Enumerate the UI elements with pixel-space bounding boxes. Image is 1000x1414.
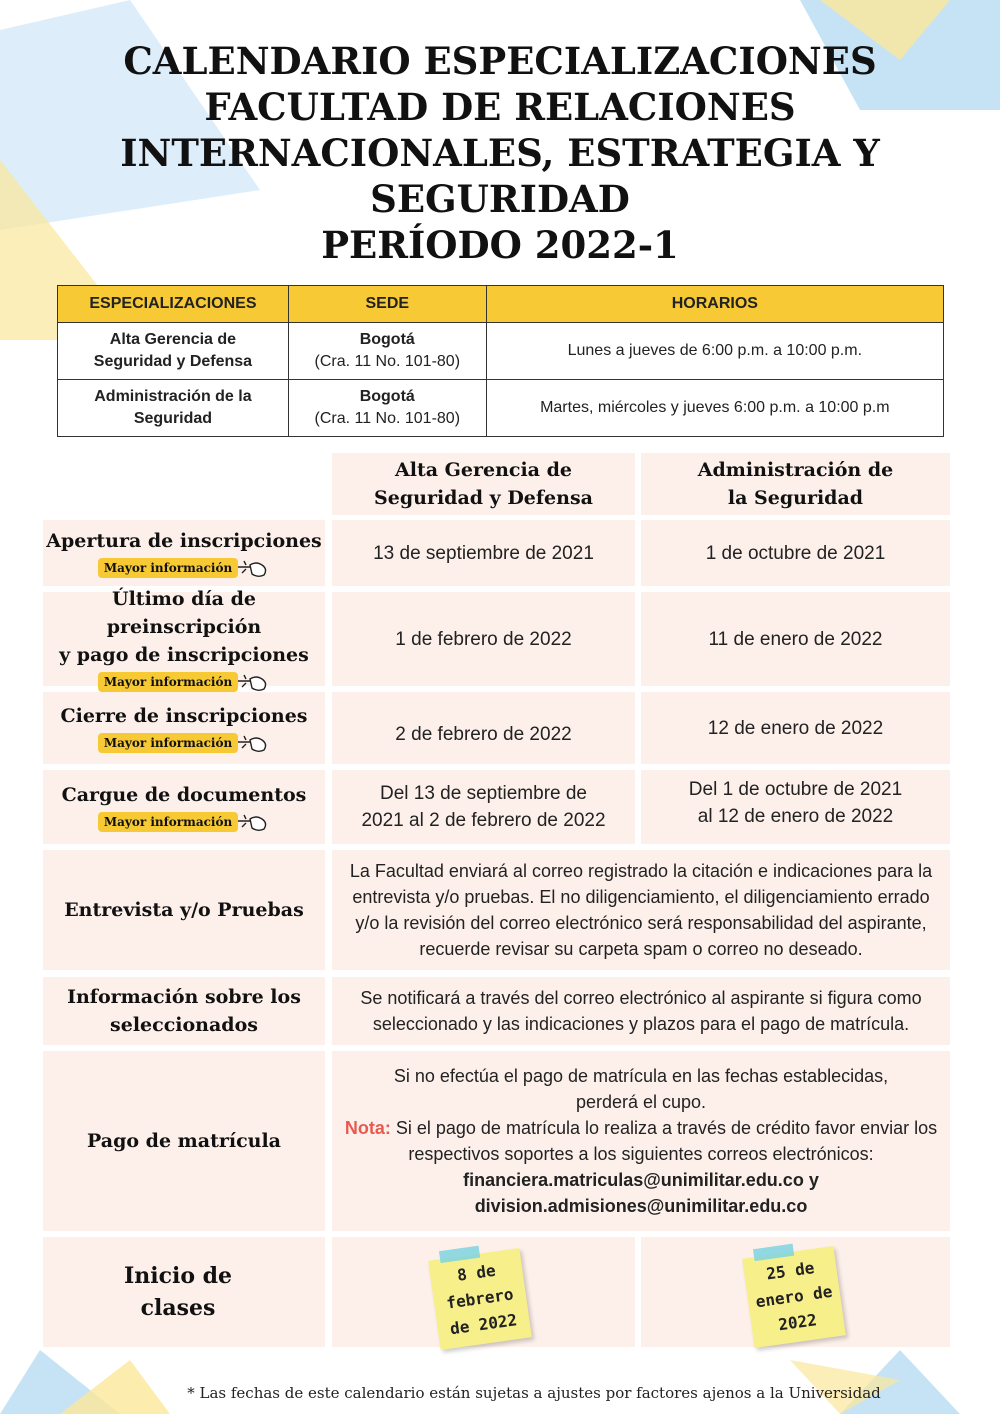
schedule-cell: Martes, miércoles y jueves 6:00 p.m. a 10:00 p.m [486, 380, 943, 437]
row-label-apertura [43, 520, 325, 586]
hand-pointer-icon [236, 557, 270, 579]
header-sede: SEDE [288, 286, 486, 323]
nota-text: Si el pago de matrícula lo realiza a través de crédito favor enviar los respectivos soportes a los siguientes correos electrónicos: [390, 1118, 938, 1164]
row-label-pago [43, 1051, 325, 1231]
schedule-cell: Lunes a jueves de 6:00 p.m. a 10:00 p.m. [486, 323, 943, 380]
note-text: 2022 [777, 1310, 818, 1335]
header-text: la Seguridad [727, 487, 864, 509]
sticky-note-inicio-col1 [428, 1248, 532, 1350]
calendar-header-col1 [332, 453, 635, 515]
sede-address: (Cra. 11 No. 101-80) [314, 410, 461, 427]
header-text: Seguridad y Defensa [374, 487, 593, 509]
seleccionados-text: Se notificará a través del correo electrónico al aspirante si figura como seleccionado y las indicaciones y plazos para el pago de matrícula. [332, 977, 950, 1045]
row-label-entrevista [43, 850, 325, 970]
entrevista-text: La Facultad enviará al correo registrado la citación e indicaciones para la entrevista y/o pruebas. El no diligenciamiento, el diligenciamiento errado y/o la revisión del correo electrónico será responsabilidad del aspirante, recuerde revisar su carpeta spam o correo no deseado. [332, 850, 950, 970]
program-cell [58, 323, 289, 380]
row-label-seleccionados [43, 977, 325, 1045]
more-info-label: Mayor información [98, 672, 238, 692]
page-title [0, 38, 1000, 268]
hand-pointer-icon [236, 811, 270, 833]
programs-table-header [58, 286, 944, 323]
cargue-col1 [332, 770, 635, 844]
hand-pointer-icon [236, 671, 270, 693]
program-name: Seguridad [133, 410, 213, 427]
more-info-button[interactable] [98, 671, 270, 693]
note-text: 8 de [455, 1260, 497, 1285]
cargue-col2 [641, 770, 950, 844]
ultimo-col2: 11 de enero de 2022 [641, 592, 950, 686]
program-cell [58, 380, 289, 437]
more-info-button[interactable] [98, 557, 270, 579]
note-text: 25 de [765, 1257, 816, 1284]
title-period: PERÍODO 2022-1 [321, 223, 679, 267]
email-financiera: financiera.matriculas@unimilitar.edu.co y [463, 1170, 819, 1190]
label-text: clases [140, 1295, 216, 1321]
cierre-col2: 12 de enero de 2022 [641, 692, 950, 764]
ultimo-col1: 1 de febrero de 2022 [332, 592, 635, 686]
sede-name: Bogotá [359, 388, 415, 405]
note-text: de 2022 [448, 1310, 519, 1339]
sede-name: Bogotá [359, 331, 415, 348]
label-text: Inicio de [123, 1263, 233, 1289]
footer-disclaimer: * Las fechas de este calendario están sujetas a ajustes por factores ajenos a la Universidad [187, 1384, 881, 1402]
label-text: Apertura de inscripciones [46, 530, 322, 552]
program-name: Administración de la [94, 388, 252, 405]
row-label-ultimo-dia [43, 588, 325, 689]
email-admisiones: division.admisiones@unimilitar.edu.co [474, 1196, 808, 1216]
header-text: Alta Gerencia de [395, 459, 572, 481]
row-label-cargue [43, 770, 325, 844]
label-text: Cierre de inscripciones [60, 705, 308, 727]
value-text: Del 1 de octubre de 2021 [688, 779, 903, 800]
value-text: al 12 de enero de 2022 [697, 806, 894, 827]
row-label-cierre [43, 692, 325, 764]
sede-cell [288, 323, 486, 380]
more-info-label: Mayor información [98, 812, 238, 832]
header-especializaciones: ESPECIALIZACIONES [58, 286, 289, 323]
label-text: Pago de matrícula [87, 1130, 281, 1152]
more-info-label: Mayor información [98, 733, 238, 753]
nota-label: Nota: [344, 1118, 391, 1138]
row-label-inicio [43, 1237, 325, 1347]
value-text: 2021 al 2 de febrero de 2022 [361, 810, 606, 831]
label-text: seleccionados [110, 1014, 258, 1036]
hand-pointer-icon [236, 732, 270, 754]
sede-address: (Cra. 11 No. 101-80) [314, 353, 461, 370]
label-text: Entrevista y/o Pruebas [64, 899, 304, 921]
table-row [58, 323, 944, 380]
header-text: Administración de [697, 459, 894, 481]
apertura-col1: 13 de septiembre de 2021 [332, 520, 635, 586]
cierre-col1: 2 de febrero de 2022 [332, 692, 635, 764]
program-name: Seguridad y Defensa [93, 353, 253, 370]
more-info-button[interactable] [98, 732, 270, 754]
label-text: Información sobre los [67, 986, 301, 1008]
label-text: y pago de inscripciones [59, 644, 309, 666]
note-text: febrero [445, 1284, 515, 1313]
title-line: CALENDARIO ESPECIALIZACIONES [123, 39, 877, 83]
value-text: Del 13 de septiembre de [379, 783, 587, 804]
sticky-note-inicio-col2 [742, 1246, 846, 1348]
apertura-col2: 1 de octubre de 2021 [641, 520, 950, 586]
pago-note [340, 1115, 942, 1167]
title-line: FACULTAD DE RELACIONES [204, 85, 796, 129]
sede-cell [288, 380, 486, 437]
programs-table [57, 285, 944, 437]
calendar-header-col2 [641, 453, 950, 515]
header-horarios: HORARIOS [486, 286, 943, 323]
pago-text-block [332, 1051, 950, 1231]
program-name: Alta Gerencia de [109, 331, 237, 348]
label-text: Último día de preinscripción [106, 588, 262, 638]
label-text: Cargue de documentos [61, 784, 307, 806]
more-info-label: Mayor información [98, 558, 238, 578]
table-row [58, 380, 944, 437]
title-line: SEGURIDAD [370, 177, 630, 221]
note-text: enero de [754, 1281, 834, 1312]
title-line: INTERNACIONALES, ESTRATEGIA Y [120, 131, 880, 175]
pago-text: Si no efectúa el pago de matrícula en las fechas establecidas, perderá el cupo. [393, 1066, 889, 1112]
more-info-button[interactable] [98, 811, 270, 833]
